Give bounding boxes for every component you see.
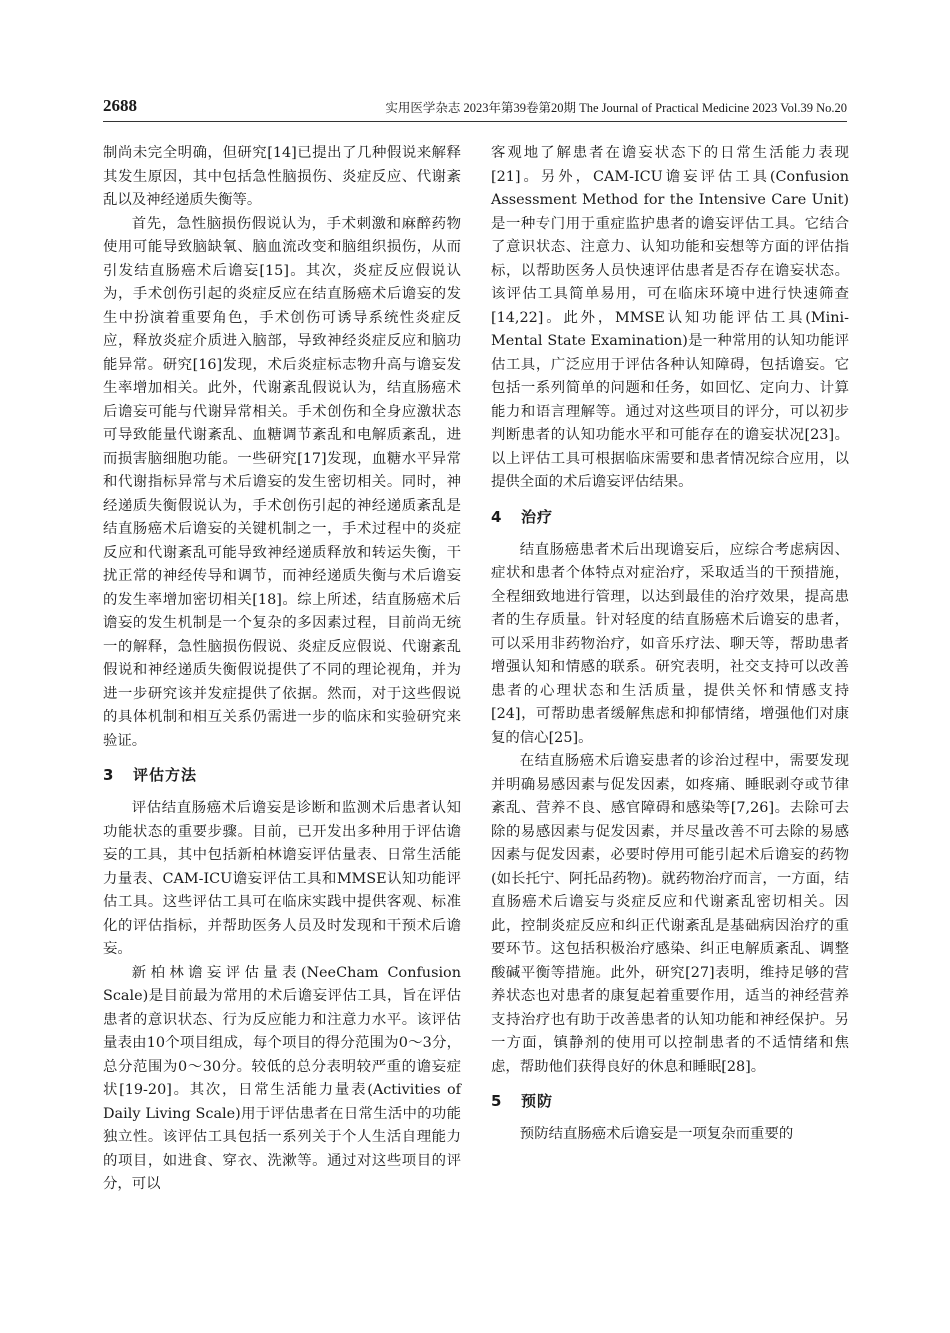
- section-heading-4: [491, 505, 849, 529]
- paragraph: 首先，急性脑损伤假说认为，手术刺激和麻醉药物使用可能导致脑缺氧、脑血流改变和脑组织损伤，从而引发结直肠癌术后谵妄[15]。其次，炎症反应假说认为，手术创伤引起的炎症反应在结直肠癌术后谵妄的发生中扮演着重要角色，手术创伤可诱导系统性炎症反应，释放炎症介质进入脑部，导致神经炎症反应和脑功能异常。研究[16]发现，术后炎症标志物升高与谵妄发生率增加相关。此外，代谢紊乱假说认为，结直肠癌术后谵妄可能与代谢异常相关。手术创伤和全身应激状态可导致能量代谢紊乱、血糖调节紊乱和电解质紊乱，进而损害脑细胞功能。一些研究[17]发现，血糖水平异常和代谢指标异常与术后谵妄的发生密切相关。同时，神经递质失衡假说认为，手术创伤引起的神经递质紊乱是结直肠癌术后谵妄的关键机制之一，手术过程中的炎症反应和代谢紊乱可能导致神经递质释放和转运失衡，干扰正常的神经传导和调节，而神经递质失衡与术后谵妄的发生率增加密切相关[18]。综上所述，结直肠癌术后谵妄的发生机制是一个复杂的多因素过程，目前尚无统一的解释，急性脑损伤假说、炎症反应假说、代谢紊乱假说和神经递质失衡假说提供了不同的理论视角，并为进一步研究该并发症提供了依据。然而，对于这些假说的具体机制和相互关系仍需进一步的临床和实验研究来验证。: [103, 215, 461, 749]
- paragraph: 客观地了解患者在谵妄状态下的日常生活能力表现[21]。另外，CAM-ICU谵妄评估工具(Confusion Assessment Method for the Intensive Care Unit)是一种专门用于重症监护患者的谵妄评估工具。它结合了意识状态、注意力、认知功能和妄想等方面的评估指标，以帮助医务人员快速评估患者是否存在谵妄状态。该评估工具简单易用，可在临床环境中进行快速筛查[14,22]。此外，MMSE认知功能评估工具(Mini-Mental State Examination)是一种常用的认知功能评估工具，广泛应用于评估各种认知障碍，包括谵妄。它包括一系列简单的问题和任务，如回忆、定向力、计算能力和语言理解等。通过对这些项目的评分，可以初步判断患者的认知功能水平和可能存在的谵妄状况[23]。以上评估工具可根据临床需要和患者情况综合应用，以提供全面的术后谵妄评估结果。: [491, 145, 849, 490]
- paragraph: 制尚未完全明确，但研究[14]已提出了几种假说来解释其发生原因，其中包括急性脑损伤、炎症反应、代谢紊乱以及神经递质失衡等。: [103, 145, 461, 208]
- paragraph: 新柏林谵妄评估量表(NeeCham Confusion Scale)是目前最为常用的术后谵妄评估工具，旨在评估患者的意识状态、行为反应能力和注意力水平。该评估量表由10个项目组成，每个项目的得分范围为0～3分，总分范围为0～30分。较低的总分表明较严重的谵妄症状[19-20]。其次，日常生活能力量表(Activities of Daily Living Scale)用于评估患者在日常生活中的功能独立性。该评估工具包括一系列关于个人生活自理能力的项目，如进食、穿衣、洗漱等。通过对这些项目的评分，可以: [103, 964, 461, 1192]
- section-heading-3: [103, 763, 461, 787]
- paragraph: 在结直肠癌术后谵妄患者的诊治过程中，需要发现并明确易感因素与促发因素，如疼痛、睡眠剥夺或节律紊乱、营养不良、感官障碍和感染等[7,26]。去除可去除的易感因素与促发因素，并尽量改善不可去除的易感因素与促发因素，必要时停用可能引起术后谵妄的药物(如长托宁、阿托品药物)。就药物治疗而言，一方面，结直肠癌术后谵妄与炎症反应和代谢紊乱密切相关。因此，控制炎症反应和纠正代谢紊乱是基础病因治疗的重要环节。这包括积极治疗感染、纠正电解质紊乱、调整酸碱平衡等措施。此外，研究[27]表明，维持足够的营养状态也对患者的康复起着重要作用，适当的神经营养支持治疗也有助于改善患者的认知功能和神经保护。另一方面，镇静剂的使用可以控制患者的不适情绪和焦虑，帮助他们获得良好的休息和睡眠[28]。: [491, 753, 849, 1075]
- paragraph: 评估结直肠癌术后谵妄是诊断和监测术后患者认知功能状态的重要步骤。目前，已开发出多种用于评估谵妄的工具，其中包括新柏林谵妄评估量表、日常生活能力量表、CAM-ICU谵妄评估工具和MMSE认知功能评估工具。这些评估工具可在临床实践中提供客观、标准化的评估指标，并帮助医务人员及时发现和干预术后谵妄。: [103, 800, 461, 957]
- running-head: 实用医学杂志 2023年第39卷第20期 The Journal of Practical Medicine 2023 Vol.39 No.20: [385, 101, 847, 115]
- page-number: 2688: [103, 96, 137, 115]
- section-title: 预防: [521, 1092, 554, 1110]
- left-column: [103, 142, 461, 1197]
- section-number: 4: [491, 507, 503, 526]
- paragraph: 结直肠癌患者术后出现谵妄后，应综合考虑病因、症状和患者个体特点对症治疗，采取适当的干预措施，全程细致地进行管理，以达到最佳的治疗效果，提高患者的生存质量。针对轻度的结直肠癌术后谵妄的患者，可以采用非药物治疗，如音乐疗法、聊天等，帮助患者增强认知和情感的联系。研究表明，社交支持可以改善患者的心理状态和生活质量，提供关怀和情感支持[24]，可帮助患者缓解焦虑和抑郁情绪，增强他们对康复的信心[25]。: [491, 541, 849, 746]
- section-number: 5: [491, 1092, 503, 1110]
- page-header: [103, 96, 847, 120]
- section-heading-5: [491, 1089, 849, 1113]
- right-column: [491, 142, 849, 1147]
- section-title: 评估方法: [133, 766, 198, 784]
- section-title: 治疗: [521, 507, 554, 526]
- section-number: 3: [103, 766, 115, 784]
- paragraph: 预防结直肠癌术后谵妄是一项复杂而重要的: [519, 1126, 794, 1142]
- header-rule: [103, 121, 847, 122]
